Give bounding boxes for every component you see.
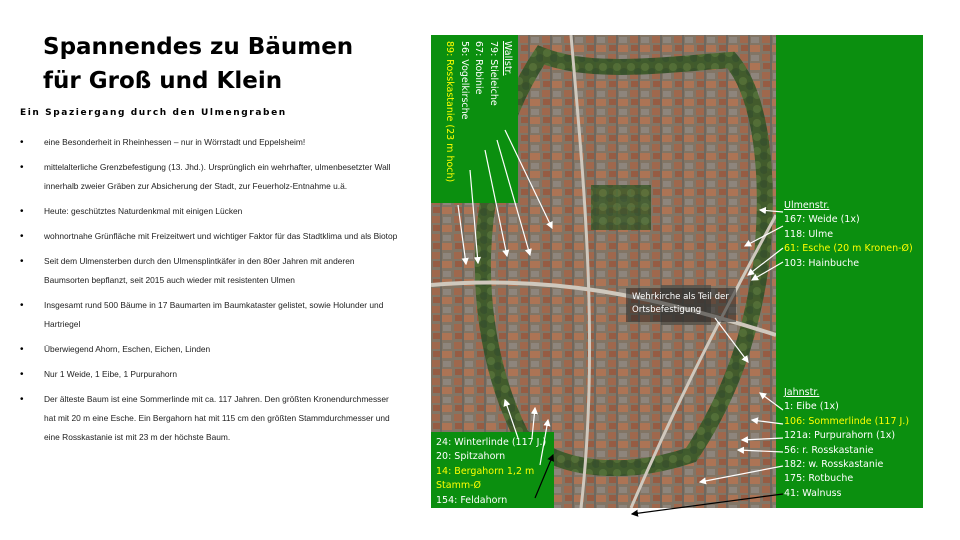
wallstr-tree: 67: Robinie — [473, 41, 485, 95]
arrow-line — [532, 408, 535, 438]
church-label: Wehrkirche als Teil der Ortsbefestigung — [626, 288, 736, 322]
jahnstr-tree: 121a: Purpurahorn (1x) — [784, 430, 896, 442]
southwest-tree: 154: Feldahorn — [436, 494, 508, 506]
arrow-line — [752, 420, 783, 424]
arrow-line — [738, 450, 783, 452]
ulmenstr-tree-highlight: 61: Esche (20 m Kronen-Ø) — [784, 243, 913, 255]
arrow-line — [540, 420, 548, 465]
wallstr-tree-highlight: 89: Rosskastanie (23 m hoch) — [444, 41, 456, 183]
bullet-item: • Überwiegend Ahorn, Eschen, Eichen, Linden — [20, 340, 400, 359]
arrow-line — [760, 393, 783, 410]
arrow-line — [745, 226, 783, 246]
arrow-line — [742, 438, 783, 440]
jahnstr-tree: 41: Walnuss — [784, 487, 842, 499]
bullet-item: • Der älteste Baum ist eine Sommerlinde mit ca. 117 Jahren. Den größten Kronendurchmesser hat mit 20 m eine Esche. Ein Bergahorn hat mit 115 cm den größten Stammdurchmesser und eine Rosskastanie ist mit 23 m der höchste Baum. — [20, 390, 400, 447]
arrow-line — [760, 210, 783, 212]
ulmenstr-tree: 167: Weide (1x) — [784, 214, 860, 226]
arrow-line — [748, 248, 783, 275]
bullet-item: • Nur 1 Weide, 1 Eibe, 1 Purpurahorn — [20, 365, 400, 384]
jahnstr-tree: 175: Rotbuche — [784, 473, 854, 485]
ulmenstr-tree: 118: Ulme — [784, 228, 834, 240]
arrow-line — [535, 455, 553, 498]
southwest-tree-highlight: 14: Bergahorn 1,2 m Stamm-Ø — [436, 465, 535, 492]
arrow-line — [458, 205, 466, 264]
arrow-line — [470, 170, 478, 263]
jahnstr-street: Jahnstr. — [784, 387, 820, 398]
wallstr-tree: 56: Vogelkirsche — [458, 41, 470, 120]
arrow-line — [485, 150, 507, 256]
bullet-item: • Insgesamt rund 500 Bäume in 17 Baumarten im Baumkataster gelistet, sowie Holunder und Hartriegel — [20, 296, 400, 334]
arrow-line — [715, 318, 748, 362]
bullet-item: • eine Besonderheit in Rheinhessen – nur in Wörrstadt und Eppelsheim! — [20, 133, 400, 152]
slide-subtitle: Ein Spaziergang durch den Ulmengraben — [20, 108, 287, 118]
ulmenstr-street: Ulmenstr. — [784, 200, 830, 211]
jahnstr-tree: 1: Eibe (1x) — [784, 401, 839, 413]
title-line-1: Spannendes zu Bäumen — [43, 34, 354, 60]
arrow-line — [632, 494, 783, 514]
title-line-2: für Groß und Klein — [43, 68, 283, 94]
bullet-item: • Seit dem Ulmensterben durch den Ulmensplintkäfer in den 80er Jahren mit anderen Baumsorten bepflanzt, seit 2015 auch wieder mit resistenten Ulmen — [20, 252, 400, 290]
jahnstr-tree: 182: w. Rosskastanie — [784, 459, 884, 471]
bullet-item: • Heute: geschütztes Naturdenkmal mit einigen Lücken — [20, 202, 400, 221]
jahnstr-tree: 56: r. Rosskastanie — [784, 444, 874, 456]
bullet-item: • mittelalterliche Grenzbefestigung (13. Jhd.). Ursprünglich ein wehrhafter, ulmenbesetzter Wall innerhalb zweier Gräben zur Absicherung der Stadt, zur Feuerholz-Entnahme u.ä. — [20, 158, 400, 196]
southwest-tree: 24: Winterlinde (117 J.) — [436, 437, 547, 448]
jahnstr-tree-highlight: 106: Sommerlinde (117 J.) — [784, 415, 910, 427]
arrow-line — [752, 262, 783, 280]
bullet-item: • wohnortnahe Grünfläche mit Freizeitwert und wichtiger Faktor für das Stadtklima und als Biotop — [20, 227, 400, 246]
arrow-line — [505, 400, 518, 438]
southwest-tree: 20: Spitzahorn — [436, 451, 506, 463]
arrow-line — [700, 466, 783, 482]
arrow-line — [505, 130, 552, 228]
arrow-line — [497, 140, 530, 255]
wallstr-tree: 79: Stieleiche — [487, 41, 499, 106]
wallstr-street: Wallstr. — [502, 41, 513, 76]
ulmenstr-tree: 103: Hainbuche — [784, 257, 860, 269]
